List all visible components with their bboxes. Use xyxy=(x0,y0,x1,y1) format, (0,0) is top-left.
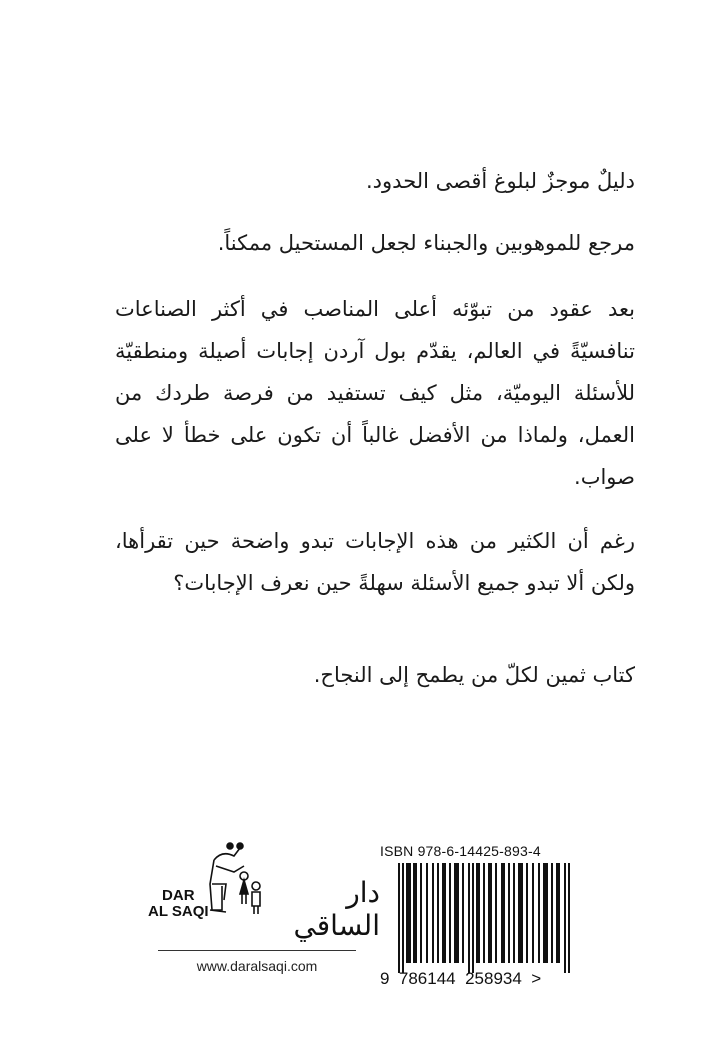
blurb-paragraph-1: بعد عقود من تبوّئه أعلى المناصب في أكثر الصناعات تنافسيّةً في العالم، يقدّم بول آردن إجابات أصيلة ومنطقيّة للأسئلة اليوميّة، مثل كيف تستفيد من فرصة طردك من العمل، ولماذا من الأفضل غالباً أن تكون على خطأ لا على صواب. xyxy=(115,297,635,489)
subtitle: مرجع للموهوبين والجبناء لجعل المستحيل ممكناً. xyxy=(217,231,635,255)
publisher-name-line1: DAR xyxy=(162,887,195,904)
publisher-url: www.daralsaqi.com xyxy=(196,958,318,974)
publisher-name-arabic: دار الساقي xyxy=(293,876,380,942)
figures-illustration-icon xyxy=(200,840,278,920)
publisher-name-line2: AL SAQI xyxy=(148,903,209,920)
blurb-paragraph-2: رغم أن الكثير من هذه الإجابات تبدو واضحة حين تقرأها، ولكن ألا تبدو جميع الأسئلة سهلةً حين نعرف الإجابات؟ xyxy=(115,529,635,595)
isbn-block xyxy=(380,843,620,1003)
closing-line: كتاب ثمين لكلّ من يطمح إلى النجاح. xyxy=(313,663,635,687)
barcode-digits: 9 786144 258934 > xyxy=(380,969,542,988)
isbn-label: ISBN 978-6-14425-893-4 xyxy=(380,843,541,859)
tagline: دليلٌ موجزٌ لبلوغ أقصى الحدود. xyxy=(366,169,635,193)
publisher-logo xyxy=(148,840,380,1010)
divider xyxy=(158,950,356,951)
barcode-icon xyxy=(398,863,574,973)
